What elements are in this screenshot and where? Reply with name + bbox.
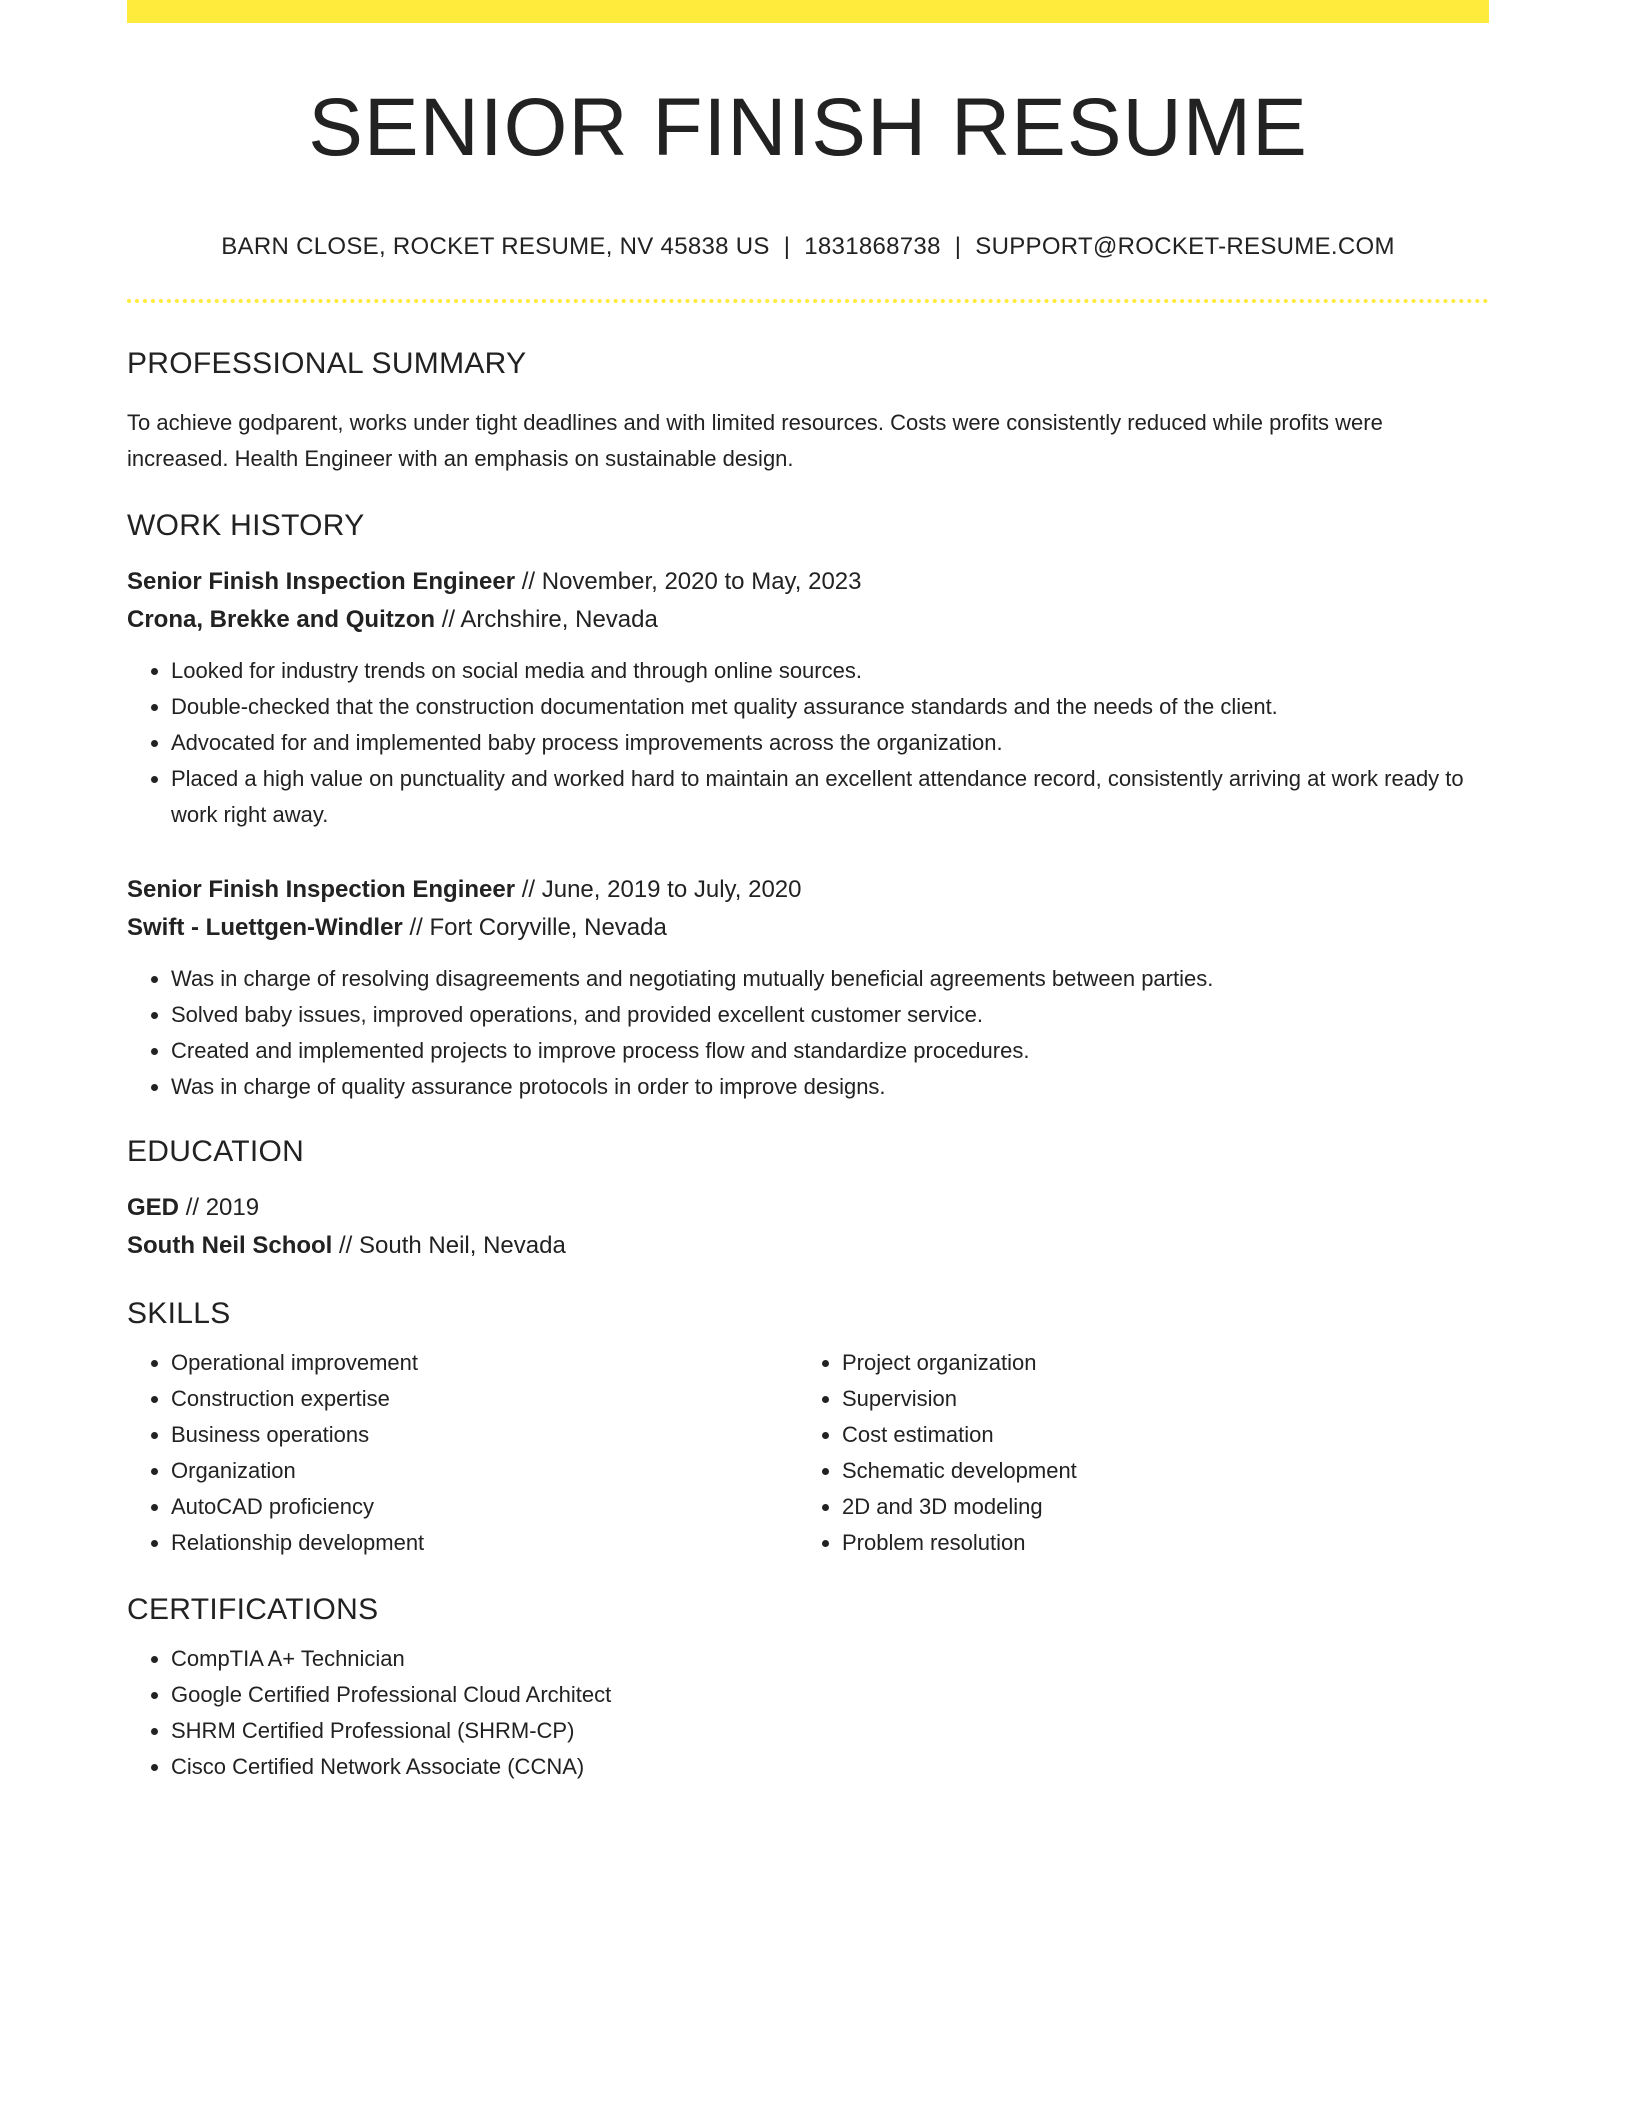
resume-page [127,0,1489,1785]
job-role: Senior Finish Inspection Engineer [127,876,516,904]
job-company-line [127,601,1489,639]
skill-item: • AutoCAD proficiency [171,1489,798,1525]
summary-text: To achieve godparent, works under tight deadlines and with limited resources. Costs were consistently reduced while profits were increased. Health Engineer with an emphasis on sustainable design. [127,410,1383,472]
certifications-heading: CERTIFICATIONS [127,1593,379,1627]
education-degree-line [127,1189,1489,1227]
contact-separator: | [783,233,791,261]
skill-item: • Operational improvement [171,1345,798,1381]
job-bullets [127,653,1489,833]
work-history-heading: WORK HISTORY [127,509,365,543]
skill-item: • Project organization [842,1345,1469,1381]
education-heading: EDUCATION [127,1135,305,1169]
job-dates: // November, 2020 to May, 2023 [521,568,862,596]
certification-item: • SHRM Certified Professional (SHRM-CP) [171,1713,1489,1749]
job-bullet: • Advocated for and implemented baby process improvements across the organization. [171,725,1489,761]
skill-item: • Supervision [842,1381,1469,1417]
job-company: Swift - Luettgen-Windler [127,914,403,942]
education-location: // South Neil, Nevada [339,1232,566,1260]
job-role: Senior Finish Inspection Engineer [127,568,516,596]
accent-top-bar [127,0,1489,23]
certifications-list [127,1641,1489,1785]
education-entry [127,1189,1489,1265]
dotted-divider [127,299,1489,303]
skill-item: • 2D and 3D modeling [842,1489,1469,1525]
certification-item: • Google Certified Professional Cloud Architect [171,1677,1489,1713]
certification-item: • CompTIA A+ Technician [171,1641,1489,1677]
resume-name: SENIOR FINISH RESUME [308,82,1308,173]
contact-address: BARN CLOSE, ROCKET RESUME, NV 45838 US [221,233,770,261]
job-title-line [127,563,1489,601]
certification-item: • Cisco Certified Network Associate (CCNA) [171,1749,1489,1785]
summary-heading: PROFESSIONAL SUMMARY [127,347,527,381]
job-entry [127,871,1489,1105]
job-company: Crona, Brekke and Quitzon [127,606,436,634]
education-degree: GED [127,1194,180,1222]
job-bullet: • Created and implemented projects to improve process flow and standardize procedures. [171,1033,1489,1069]
job-location: // Fort Coryville, Nevada [409,914,667,942]
skill-item: • Organization [171,1453,798,1489]
job-bullet: • Double-checked that the construction documentation met quality assurance standards and the needs of the client. [171,689,1489,725]
contact-line [127,233,1489,261]
education-year: // 2019 [185,1194,260,1222]
skills-grid [127,1345,1489,1561]
job-location: // Archshire, Nevada [441,606,658,634]
skill-item: • Construction expertise [171,1381,798,1417]
skill-item: • Business operations [171,1417,798,1453]
job-bullet: • Solved baby issues, improved operations, and provided excellent customer service. [171,997,1489,1033]
skills-heading: SKILLS [127,1297,231,1331]
job-title-line [127,871,1489,909]
job-bullet: • Was in charge of quality assurance protocols in order to improve designs. [171,1069,1489,1105]
education-school-line [127,1227,1489,1265]
job-entry [127,563,1489,833]
contact-separator: | [954,233,962,261]
job-bullets [127,961,1489,1105]
job-bullet: • Was in charge of resolving disagreements and negotiating mutually beneficial agreements between parties. [171,961,1489,997]
skill-item: • Schematic development [842,1453,1469,1489]
job-bullet: • Placed a high value on punctuality and worked hard to maintain an excellent attendance record, consistently arriving at work ready to work right away. [171,761,1489,833]
skills-list-right [798,1345,1469,1561]
contact-phone: 1831868738 [804,233,941,261]
education-school: South Neil School [127,1232,333,1260]
job-bullet: • Looked for industry trends on social media and through online sources. [171,653,1489,689]
skills-list-left [127,1345,798,1561]
skill-item: • Relationship development [171,1525,798,1561]
job-dates: // June, 2019 to July, 2020 [521,876,802,904]
skill-item: • Problem resolution [842,1525,1469,1561]
job-company-line [127,909,1489,947]
contact-email: SUPPORT@ROCKET-RESUME.COM [975,233,1395,261]
skill-item: • Cost estimation [842,1417,1469,1453]
